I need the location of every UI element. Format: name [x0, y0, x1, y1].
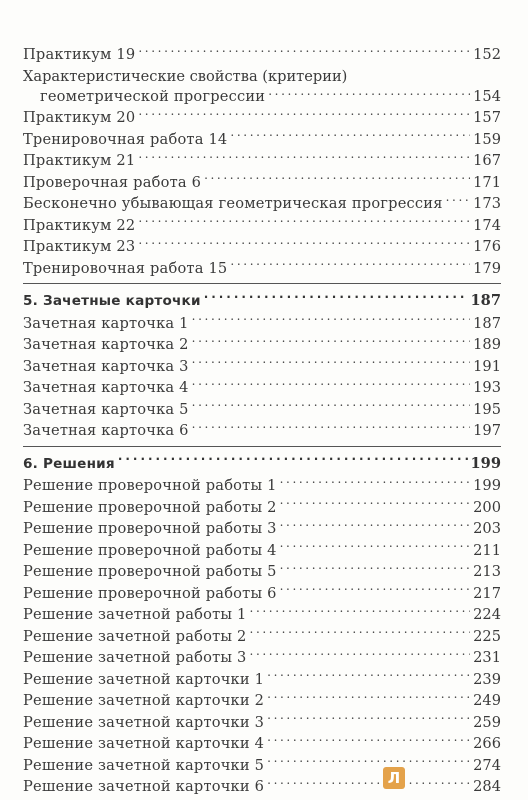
dot-leader — [267, 691, 470, 706]
toc-entry-label: Зачетная карточка 2 — [23, 336, 189, 354]
toc-entry-page: 274 — [473, 756, 501, 774]
toc-entry-page: 231 — [473, 649, 501, 667]
dot-leader — [192, 356, 470, 371]
toc-entry-label: Решение проверочной работы 6 — [23, 584, 277, 602]
dot-leader — [250, 626, 471, 641]
toc-entry-page: 259 — [473, 713, 501, 731]
toc-entry-page: 197 — [473, 422, 501, 440]
toc-entry[interactable] — [23, 583, 501, 605]
dot-leader — [250, 648, 471, 663]
toc-entry[interactable] — [23, 236, 501, 258]
dot-leader — [230, 129, 470, 144]
toc-entry[interactable] — [23, 518, 501, 540]
toc-entry-page: 200 — [473, 498, 501, 516]
toc-entry[interactable] — [23, 497, 501, 519]
toc-entry[interactable] — [23, 334, 501, 356]
toc-entry-page: 195 — [473, 400, 501, 418]
toc-entry[interactable] — [23, 776, 501, 798]
toc-entry[interactable] — [23, 66, 501, 108]
dot-leader — [138, 108, 470, 123]
section-heading-page: 199 — [470, 454, 501, 472]
toc-entry-label: Проверочная работа 6 — [23, 173, 202, 191]
toc-entry[interactable] — [23, 712, 501, 734]
toc-entry-label: Решение проверочной работы 4 — [23, 541, 277, 559]
toc-section-heading[interactable] — [23, 290, 501, 313]
toc-entry-page: 157 — [473, 109, 501, 127]
toc-entry-label: Практикум 20 — [23, 109, 136, 127]
dot-leader — [280, 562, 471, 577]
toc-entry-label: Зачетная карточка 1 — [23, 314, 189, 332]
toc-entry-label: Решение проверочной работы 5 — [23, 563, 277, 581]
dot-leader — [118, 454, 468, 468]
toc-entry-label: Бесконечно убывающая геометрическая прогрессия — [23, 195, 443, 213]
dot-leader — [192, 335, 470, 350]
toc-entry-page: 174 — [473, 216, 501, 234]
section-divider — [23, 446, 501, 447]
toc-entry[interactable] — [23, 215, 501, 237]
toc-entry-label: Решение зачетной карточки 3 — [23, 713, 265, 731]
dot-leader — [138, 215, 470, 230]
toc-entry[interactable] — [23, 540, 501, 562]
toc-entry-label: Практикум 19 — [23, 46, 136, 63]
dot-leader — [268, 87, 470, 102]
toc-entry[interactable] — [23, 258, 501, 280]
toc-entry[interactable] — [23, 647, 501, 669]
toc-entry-page: 171 — [473, 173, 501, 191]
toc-entry-label: геометрической прогрессии — [40, 88, 266, 106]
section-heading-page: 187 — [470, 292, 501, 310]
toc-entry-page: 213 — [473, 563, 501, 581]
labirint-logo-icon: Л — [383, 767, 405, 789]
toc-entry[interactable] — [23, 755, 501, 777]
toc-entry-label: Решение зачетной карточки 6 — [23, 778, 265, 796]
toc-section-heading[interactable] — [23, 453, 501, 476]
toc-entry[interactable] — [23, 150, 501, 172]
toc-entry-label-line1: Характеристические свойства (критерии) — [23, 67, 348, 85]
toc-entry-label: Решение зачетной работы 2 — [23, 627, 247, 645]
toc-entry-page: 249 — [473, 692, 501, 710]
dot-leader — [267, 777, 470, 792]
toc-entry[interactable] — [23, 377, 501, 399]
toc-entry[interactable] — [23, 399, 501, 421]
toc-entry-label: Решение зачетной карточки 4 — [23, 735, 265, 753]
dot-leader — [192, 399, 470, 414]
toc-entry-page: 152 — [473, 46, 501, 63]
toc-entry-label: Решение зачетной карточки 1 — [23, 670, 265, 688]
toc-entry-page: 173 — [473, 195, 501, 213]
toc-entry-page: 199 — [473, 477, 501, 495]
dot-leader — [446, 194, 471, 209]
dot-leader — [280, 497, 471, 512]
dot-leader — [280, 583, 471, 598]
toc-entry-label: Решение зачетной работы 3 — [23, 649, 247, 667]
toc-entry-label: Решение проверочной работы 2 — [23, 498, 277, 516]
toc-entry-label: Решение проверочной работы 3 — [23, 520, 277, 538]
toc-entry-label: Решение зачетной работы 1 — [23, 606, 247, 624]
toc-entry-label: Зачетная карточка 6 — [23, 422, 189, 440]
toc-entry-page: 203 — [473, 520, 501, 538]
toc-entry-label: Тренировочная работа 15 — [23, 259, 228, 277]
dot-leader — [267, 734, 470, 749]
toc-entry[interactable] — [23, 690, 501, 712]
toc-entry-page: 239 — [473, 670, 501, 688]
toc-entry-label: Решение зачетной карточки 5 — [23, 756, 265, 774]
toc-entry-label: Практикум 22 — [23, 216, 136, 234]
toc-entry[interactable] — [23, 669, 501, 691]
toc-entry[interactable] — [23, 733, 501, 755]
section-heading-label: 5. Зачетные карточки — [23, 293, 201, 310]
toc-entry-page: 167 — [473, 152, 501, 170]
toc-entry-label: Зачетная карточка 4 — [23, 379, 189, 397]
dot-leader — [280, 540, 471, 555]
dot-leader — [250, 605, 471, 620]
toc-entry[interactable] — [23, 604, 501, 626]
dot-leader — [204, 292, 468, 306]
toc-entry-page: 284 — [473, 778, 501, 796]
dot-leader — [267, 755, 470, 770]
dot-leader — [192, 313, 470, 328]
dot-leader — [138, 44, 470, 59]
toc-entry-page: 187 — [473, 314, 501, 332]
toc-entry-page: 159 — [473, 130, 501, 148]
toc-entry[interactable] — [23, 107, 501, 129]
dot-leader — [267, 712, 470, 727]
dot-leader — [280, 519, 471, 534]
toc-entry-page: 154 — [473, 88, 501, 106]
toc-entry-page: 189 — [473, 336, 501, 354]
section-heading-label: 6. Решения — [23, 455, 115, 472]
toc-entry[interactable] — [23, 420, 501, 442]
dot-leader — [280, 476, 471, 491]
dot-leader — [267, 669, 470, 684]
toc-entry-page: 211 — [473, 541, 501, 559]
toc-entry-page: 266 — [473, 735, 501, 753]
toc-entry-label: Зачетная карточка 5 — [23, 400, 189, 418]
dot-leader — [192, 378, 470, 393]
toc-entry[interactable] — [23, 193, 501, 215]
toc-entry-page: 191 — [473, 357, 501, 375]
toc-entry-page: 176 — [473, 238, 501, 256]
toc-entry-page: 224 — [473, 606, 501, 624]
dot-leader — [192, 421, 470, 436]
dot-leader — [230, 258, 470, 273]
toc-entry[interactable] — [23, 475, 501, 497]
toc-entry-label: Практикум 21 — [23, 152, 136, 170]
toc-entry-label: Тренировочная работа 14 — [23, 130, 228, 148]
table-of-contents — [23, 44, 501, 798]
section-divider — [23, 283, 501, 284]
dot-leader — [138, 237, 470, 252]
toc-entry[interactable] — [23, 626, 501, 648]
toc-entry[interactable] — [23, 44, 501, 66]
toc-entry-label: Зачетная карточка 3 — [23, 357, 189, 375]
dot-leader — [138, 151, 470, 166]
toc-entry[interactable] — [23, 172, 501, 194]
toc-entry-page: 217 — [473, 584, 501, 602]
toc-entry-label: Решение проверочной работы 1 — [23, 477, 277, 495]
toc-entry[interactable] — [23, 561, 501, 583]
toc-entry-label: Решение зачетной карточки 2 — [23, 692, 265, 710]
toc-entry-page: 193 — [473, 379, 501, 397]
toc-entry-page: 179 — [473, 259, 501, 277]
toc-entry[interactable] — [23, 129, 501, 151]
toc-entry[interactable] — [23, 313, 501, 335]
dot-leader — [204, 172, 470, 187]
toc-entry-label: Практикум 23 — [23, 238, 136, 256]
toc-entry-page: 225 — [473, 627, 501, 645]
toc-entry[interactable] — [23, 356, 501, 378]
